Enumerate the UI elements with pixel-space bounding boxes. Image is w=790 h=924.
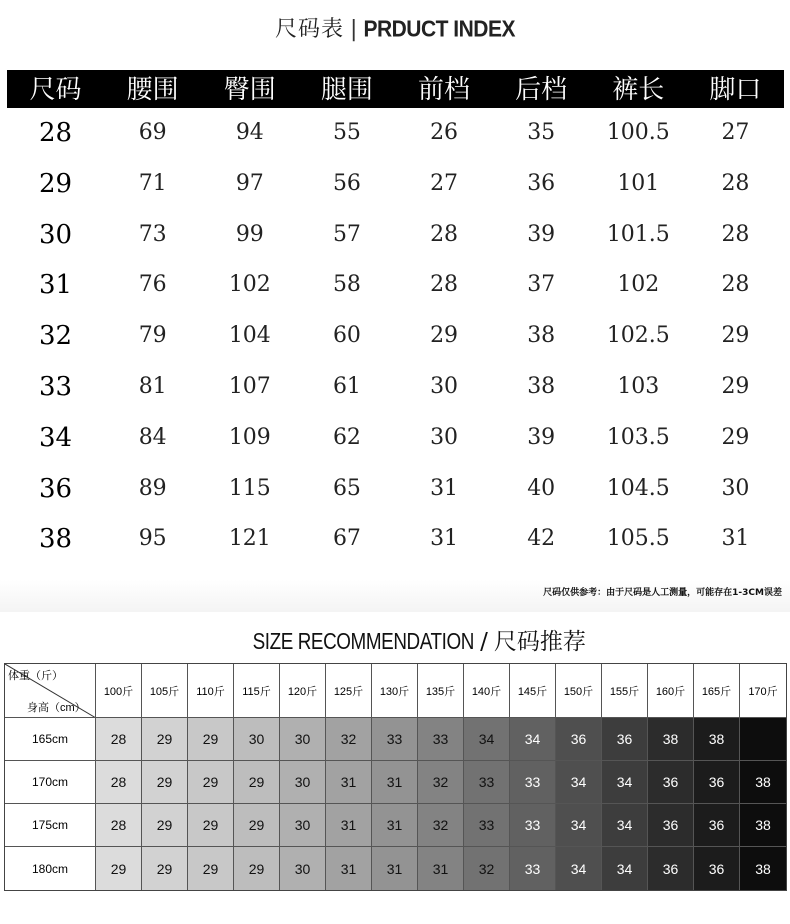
measurement-value: 76	[138, 272, 167, 298]
measurement-note: 尺码仅供参考：由于尺码是人工测量，可能存在1-3CM误差	[543, 588, 782, 598]
recommended-size-value: 33	[478, 817, 495, 833]
recommended-size-cell	[372, 847, 418, 890]
recommended-size-cell	[740, 804, 786, 847]
recommended-size-value: 38	[662, 731, 679, 747]
measurement-value: 73	[138, 221, 167, 247]
measurement-value: 31	[430, 475, 459, 501]
recommended-size-cell	[740, 847, 786, 890]
recommended-size-value: 31	[432, 860, 449, 877]
page-title	[0, 12, 790, 48]
measurement-value: 36	[527, 170, 556, 196]
recommendation-grid	[5, 664, 786, 890]
measurement-value: 107	[228, 373, 271, 399]
weight-header-cell: 115斤	[234, 664, 280, 718]
recommended-size-cell	[510, 804, 556, 847]
recommended-size-value: 30	[294, 731, 311, 747]
recommended-size-value: 30	[294, 817, 311, 833]
measurement-value: 39	[527, 221, 556, 247]
size-table-row	[7, 311, 784, 362]
weight-header-cell: 155斤	[602, 664, 648, 718]
measurement-value: 115	[228, 475, 271, 501]
recommended-size-cell	[234, 718, 280, 761]
recommended-size-cell	[510, 847, 556, 890]
measurement-value: 103.5	[606, 424, 670, 450]
weight-header-cell: 110斤	[188, 664, 234, 718]
recommended-size-cell	[326, 761, 372, 804]
corner-header	[5, 664, 96, 718]
measurement-value: 28	[721, 272, 750, 298]
title-separator: |	[350, 17, 358, 42]
measurement-value: 67	[332, 526, 361, 552]
measurement-value: 38	[527, 373, 556, 399]
measurement-value: 101.5	[606, 221, 670, 247]
weight-header-cell: 170斤	[740, 664, 786, 718]
recommended-size-cell	[602, 804, 648, 847]
size-table-row	[7, 108, 784, 159]
size-table-row	[7, 159, 784, 210]
recommended-size-value: 29	[202, 774, 219, 790]
recommended-size-value: 28	[110, 817, 127, 833]
recommendation-title-en: SIZE RECOMMENDATION	[252, 628, 475, 654]
measurement-value: 35	[527, 120, 556, 145]
recommendation-title	[0, 624, 790, 658]
size-value: 32	[39, 321, 73, 352]
measurement-value: 97	[235, 170, 264, 196]
recommended-size-cell	[96, 718, 142, 761]
measurement-value: 28	[430, 272, 459, 298]
measurement-value: 104.5	[606, 475, 670, 501]
recommended-size-cell	[142, 718, 188, 761]
recommended-size-cell	[234, 847, 280, 890]
measurement-value: 105.5	[606, 526, 670, 552]
recommended-size-cell	[648, 804, 694, 847]
recommended-size-cell	[556, 804, 602, 847]
recommended-size-cell	[188, 847, 234, 890]
recommended-size-value: 36	[570, 731, 587, 747]
recommended-size-value: 31	[340, 774, 357, 790]
measurement-value: 71	[138, 170, 167, 196]
recommended-size-value: 34	[570, 774, 587, 790]
size-table-header	[7, 70, 784, 108]
recommended-size-cell	[96, 761, 142, 804]
recommended-size-cell	[464, 847, 510, 890]
recommendation-title-cn: 尺码推荐	[493, 629, 586, 655]
recommended-size-cell	[280, 718, 326, 761]
measurement-value: 38	[527, 323, 556, 349]
recommended-size-cell	[188, 804, 234, 847]
measurement-value: 89	[138, 475, 167, 501]
recommended-size-value: 34	[570, 860, 587, 877]
recommended-size-cell	[510, 718, 556, 761]
measurement-value: 104	[228, 323, 271, 349]
weight-header-cell: 135斤	[418, 664, 464, 718]
size-header-cell: 尺码	[29, 75, 82, 105]
recommended-size-value: 38	[755, 774, 771, 790]
recommended-size-cell	[556, 718, 602, 761]
recommended-size-cell	[694, 718, 740, 761]
recommended-size-cell	[418, 804, 464, 847]
measurement-value: 37	[527, 272, 556, 298]
measurement-value: 102	[228, 272, 271, 298]
recommended-size-value: 29	[202, 817, 219, 833]
measurement-value: 28	[721, 170, 750, 196]
recommended-size-value: 32	[432, 817, 449, 833]
recommended-size-value: 33	[478, 774, 495, 790]
recommendation-table	[4, 663, 787, 891]
measurement-value: 69	[138, 120, 167, 145]
recommended-size-cell	[188, 761, 234, 804]
measurement-value: 57	[332, 221, 361, 247]
size-value: 34	[39, 422, 73, 453]
recommended-size-value: 36	[662, 774, 679, 790]
recommended-size-cell	[556, 761, 602, 804]
recommended-size-value: 34	[616, 817, 633, 833]
size-header-cell: 前档	[418, 75, 471, 105]
measurement-value: 61	[332, 373, 361, 399]
weight-header-cell: 120斤	[280, 664, 326, 718]
title-cn: 尺码表	[275, 17, 345, 42]
size-value: 29	[39, 168, 73, 199]
size-table-row	[7, 210, 784, 261]
measurement-value: 79	[138, 323, 167, 349]
size-table-row	[7, 362, 784, 413]
recommended-size-value: 29	[156, 817, 173, 833]
size-value: 31	[39, 270, 73, 301]
size-header-cell: 裤长	[612, 75, 665, 105]
recommended-size-value: 32	[340, 731, 357, 747]
weight-header-cell: 130斤	[372, 664, 418, 718]
recommended-size-cell	[602, 718, 648, 761]
height-label-cell: 165cm	[5, 718, 96, 761]
recommended-size-cell	[464, 761, 510, 804]
recommended-size-value: 29	[156, 860, 173, 877]
recommended-size-cell	[142, 847, 188, 890]
weight-header-cell: 165斤	[694, 664, 740, 718]
size-table-row	[7, 260, 784, 311]
recommended-size-cell	[602, 847, 648, 890]
measurement-value: 27	[721, 120, 750, 145]
size-header-cell: 腰围	[126, 75, 179, 105]
recommended-size-value: 29	[110, 860, 127, 877]
height-label-cell: 175cm	[5, 804, 96, 847]
size-header-cell: 臀围	[223, 75, 276, 105]
recommended-size-value: 29	[248, 774, 265, 790]
recommended-size-cell	[648, 847, 694, 890]
measurement-value: 31	[430, 526, 459, 552]
measurement-value: 99	[235, 221, 264, 247]
recommended-size-value: 32	[432, 774, 449, 790]
recommended-size-cell	[96, 847, 142, 890]
recommended-size-cell	[188, 718, 234, 761]
recommended-size-cell	[418, 761, 464, 804]
size-header-cell: 后档	[515, 75, 568, 105]
measurement-value: 56	[332, 170, 361, 196]
recommended-size-cell	[648, 761, 694, 804]
recommended-size-cell	[510, 761, 556, 804]
measurement-value: 29	[721, 323, 750, 349]
weight-header-cell: 100斤	[96, 664, 142, 718]
recommended-size-value: 36	[616, 731, 633, 747]
weight-header-cell: 145斤	[510, 664, 556, 718]
measurement-value: 29	[721, 424, 750, 450]
recommended-size-value: 34	[478, 731, 495, 747]
height-label-cell: 170cm	[5, 761, 96, 804]
measurement-value: 60	[332, 323, 361, 349]
recommended-size-cell	[418, 718, 464, 761]
recommended-size-value: 38	[708, 731, 725, 747]
measurement-value: 30	[430, 373, 459, 399]
measurement-value: 26	[430, 120, 459, 145]
recommended-size-cell	[280, 847, 326, 890]
recommended-size-value: 29	[156, 731, 173, 747]
recommended-size-value: 30	[248, 731, 265, 747]
size-table	[7, 70, 784, 565]
weight-header-cell: 140斤	[464, 664, 510, 718]
recommended-size-value: 33	[432, 731, 449, 747]
recommended-size-value: 34	[616, 860, 633, 877]
measurement-value: 28	[430, 221, 459, 247]
recommended-size-value: 38	[755, 817, 771, 833]
measurement-value: 42	[527, 526, 556, 552]
recommended-size-cell	[418, 847, 464, 890]
size-value: 33	[39, 371, 73, 402]
recommended-size-cell	[326, 847, 372, 890]
size-header-cell: 脚口	[709, 75, 762, 105]
measurement-value: 101	[617, 170, 660, 196]
measurement-value: 62	[332, 424, 361, 450]
measurement-value: 65	[332, 475, 361, 501]
size-value: 36	[39, 473, 73, 504]
recommended-size-cell	[280, 761, 326, 804]
recommended-size-value: 29	[248, 817, 265, 833]
recommended-size-value: 31	[386, 774, 403, 790]
recommended-size-cell	[234, 804, 280, 847]
weight-header-cell: 160斤	[648, 664, 694, 718]
recommended-size-cell	[372, 761, 418, 804]
recommended-size-value: 29	[248, 860, 265, 877]
size-table-row	[7, 514, 784, 565]
measurement-value: 84	[138, 424, 167, 450]
measurement-value: 30	[430, 424, 459, 450]
recommended-size-value: 38	[755, 860, 771, 877]
measurement-value: 95	[138, 526, 167, 552]
measurement-value: 103	[617, 373, 660, 399]
recommended-size-value: 36	[662, 817, 679, 833]
weight-header-cell: 125斤	[326, 664, 372, 718]
measurement-value: 100.5	[606, 120, 670, 145]
recommended-size-cell	[556, 847, 602, 890]
recommended-size-cell	[96, 804, 142, 847]
measurement-value: 30	[721, 475, 750, 501]
size-table-row	[7, 413, 784, 464]
recommended-size-cell	[372, 804, 418, 847]
recommended-size-value: 28	[110, 731, 127, 747]
recommended-size-value: 29	[202, 731, 219, 747]
recommended-size-value: 31	[386, 817, 403, 833]
weight-header-cell: 150斤	[556, 664, 602, 718]
measurement-value: 102	[617, 272, 660, 298]
recommended-size-value: 36	[708, 860, 725, 877]
measurement-value: 29	[721, 373, 750, 399]
recommended-size-value: 32	[478, 860, 495, 877]
measurement-value: 109	[228, 424, 271, 450]
recommended-size-value: 29	[156, 774, 173, 790]
recommended-size-value: 34	[570, 817, 587, 833]
recommended-size-value: 30	[294, 774, 311, 790]
recommended-size-cell	[280, 804, 326, 847]
recommended-size-value	[740, 718, 786, 760]
measurement-value: 58	[332, 272, 361, 298]
title-en: PRDUCT INDEX	[363, 16, 515, 43]
measurement-value: 28	[721, 221, 750, 247]
recommended-size-value: 28	[110, 774, 127, 790]
recommended-size-cell	[326, 804, 372, 847]
measurement-value: 55	[332, 120, 361, 145]
measurement-value: 81	[138, 373, 167, 399]
measurement-value: 102.5	[606, 323, 670, 349]
size-value: 28	[39, 118, 73, 148]
size-table-body	[7, 108, 784, 565]
recommended-size-value: 33	[524, 774, 541, 790]
weight-header-cell: 105斤	[142, 664, 188, 718]
recommended-size-cell	[694, 761, 740, 804]
recommended-size-cell	[372, 718, 418, 761]
recommended-size-cell	[142, 761, 188, 804]
measurement-value: 40	[527, 475, 556, 501]
measurement-value: 94	[235, 120, 264, 145]
recommended-size-value: 33	[386, 731, 403, 747]
corner-height-label: 身高（cm）	[27, 702, 86, 714]
recommended-size-cell	[326, 718, 372, 761]
recommended-size-value: 36	[662, 860, 679, 877]
recommended-size-value: 34	[616, 774, 633, 790]
recommended-size-cell	[694, 804, 740, 847]
corner-weight-label: 体重（斤）	[8, 670, 63, 682]
recommended-size-value: 31	[386, 860, 403, 877]
recommended-size-cell	[648, 718, 694, 761]
recommended-size-cell	[602, 761, 648, 804]
recommended-size-cell	[740, 718, 786, 761]
size-value: 30	[39, 219, 73, 250]
recommended-size-value: 36	[708, 817, 725, 833]
recommended-size-cell	[464, 804, 510, 847]
recommended-size-cell	[740, 761, 786, 804]
recommended-size-value: 33	[524, 817, 541, 833]
measurement-value: 29	[430, 323, 459, 349]
measurement-value: 31	[721, 526, 750, 552]
recommendation-title-slash: /	[480, 629, 488, 655]
size-value: 38	[39, 524, 73, 555]
recommended-size-value: 33	[524, 860, 541, 877]
recommended-size-value: 36	[708, 774, 725, 790]
recommended-size-value: 30	[294, 860, 311, 877]
recommended-size-value: 34	[524, 731, 541, 747]
recommended-size-cell	[464, 718, 510, 761]
measurement-value: 39	[527, 424, 556, 450]
recommended-size-cell	[234, 761, 280, 804]
recommended-size-cell	[694, 847, 740, 890]
recommended-size-value: 29	[202, 860, 219, 877]
recommended-size-cell	[142, 804, 188, 847]
recommended-size-value: 31	[340, 860, 357, 877]
recommended-size-value: 31	[340, 817, 357, 833]
measurement-value: 121	[228, 526, 271, 552]
size-table-row	[7, 464, 784, 515]
measurement-value: 27	[430, 170, 459, 196]
size-header-cell: 腿围	[320, 75, 373, 105]
height-label-cell: 180cm	[5, 847, 96, 890]
